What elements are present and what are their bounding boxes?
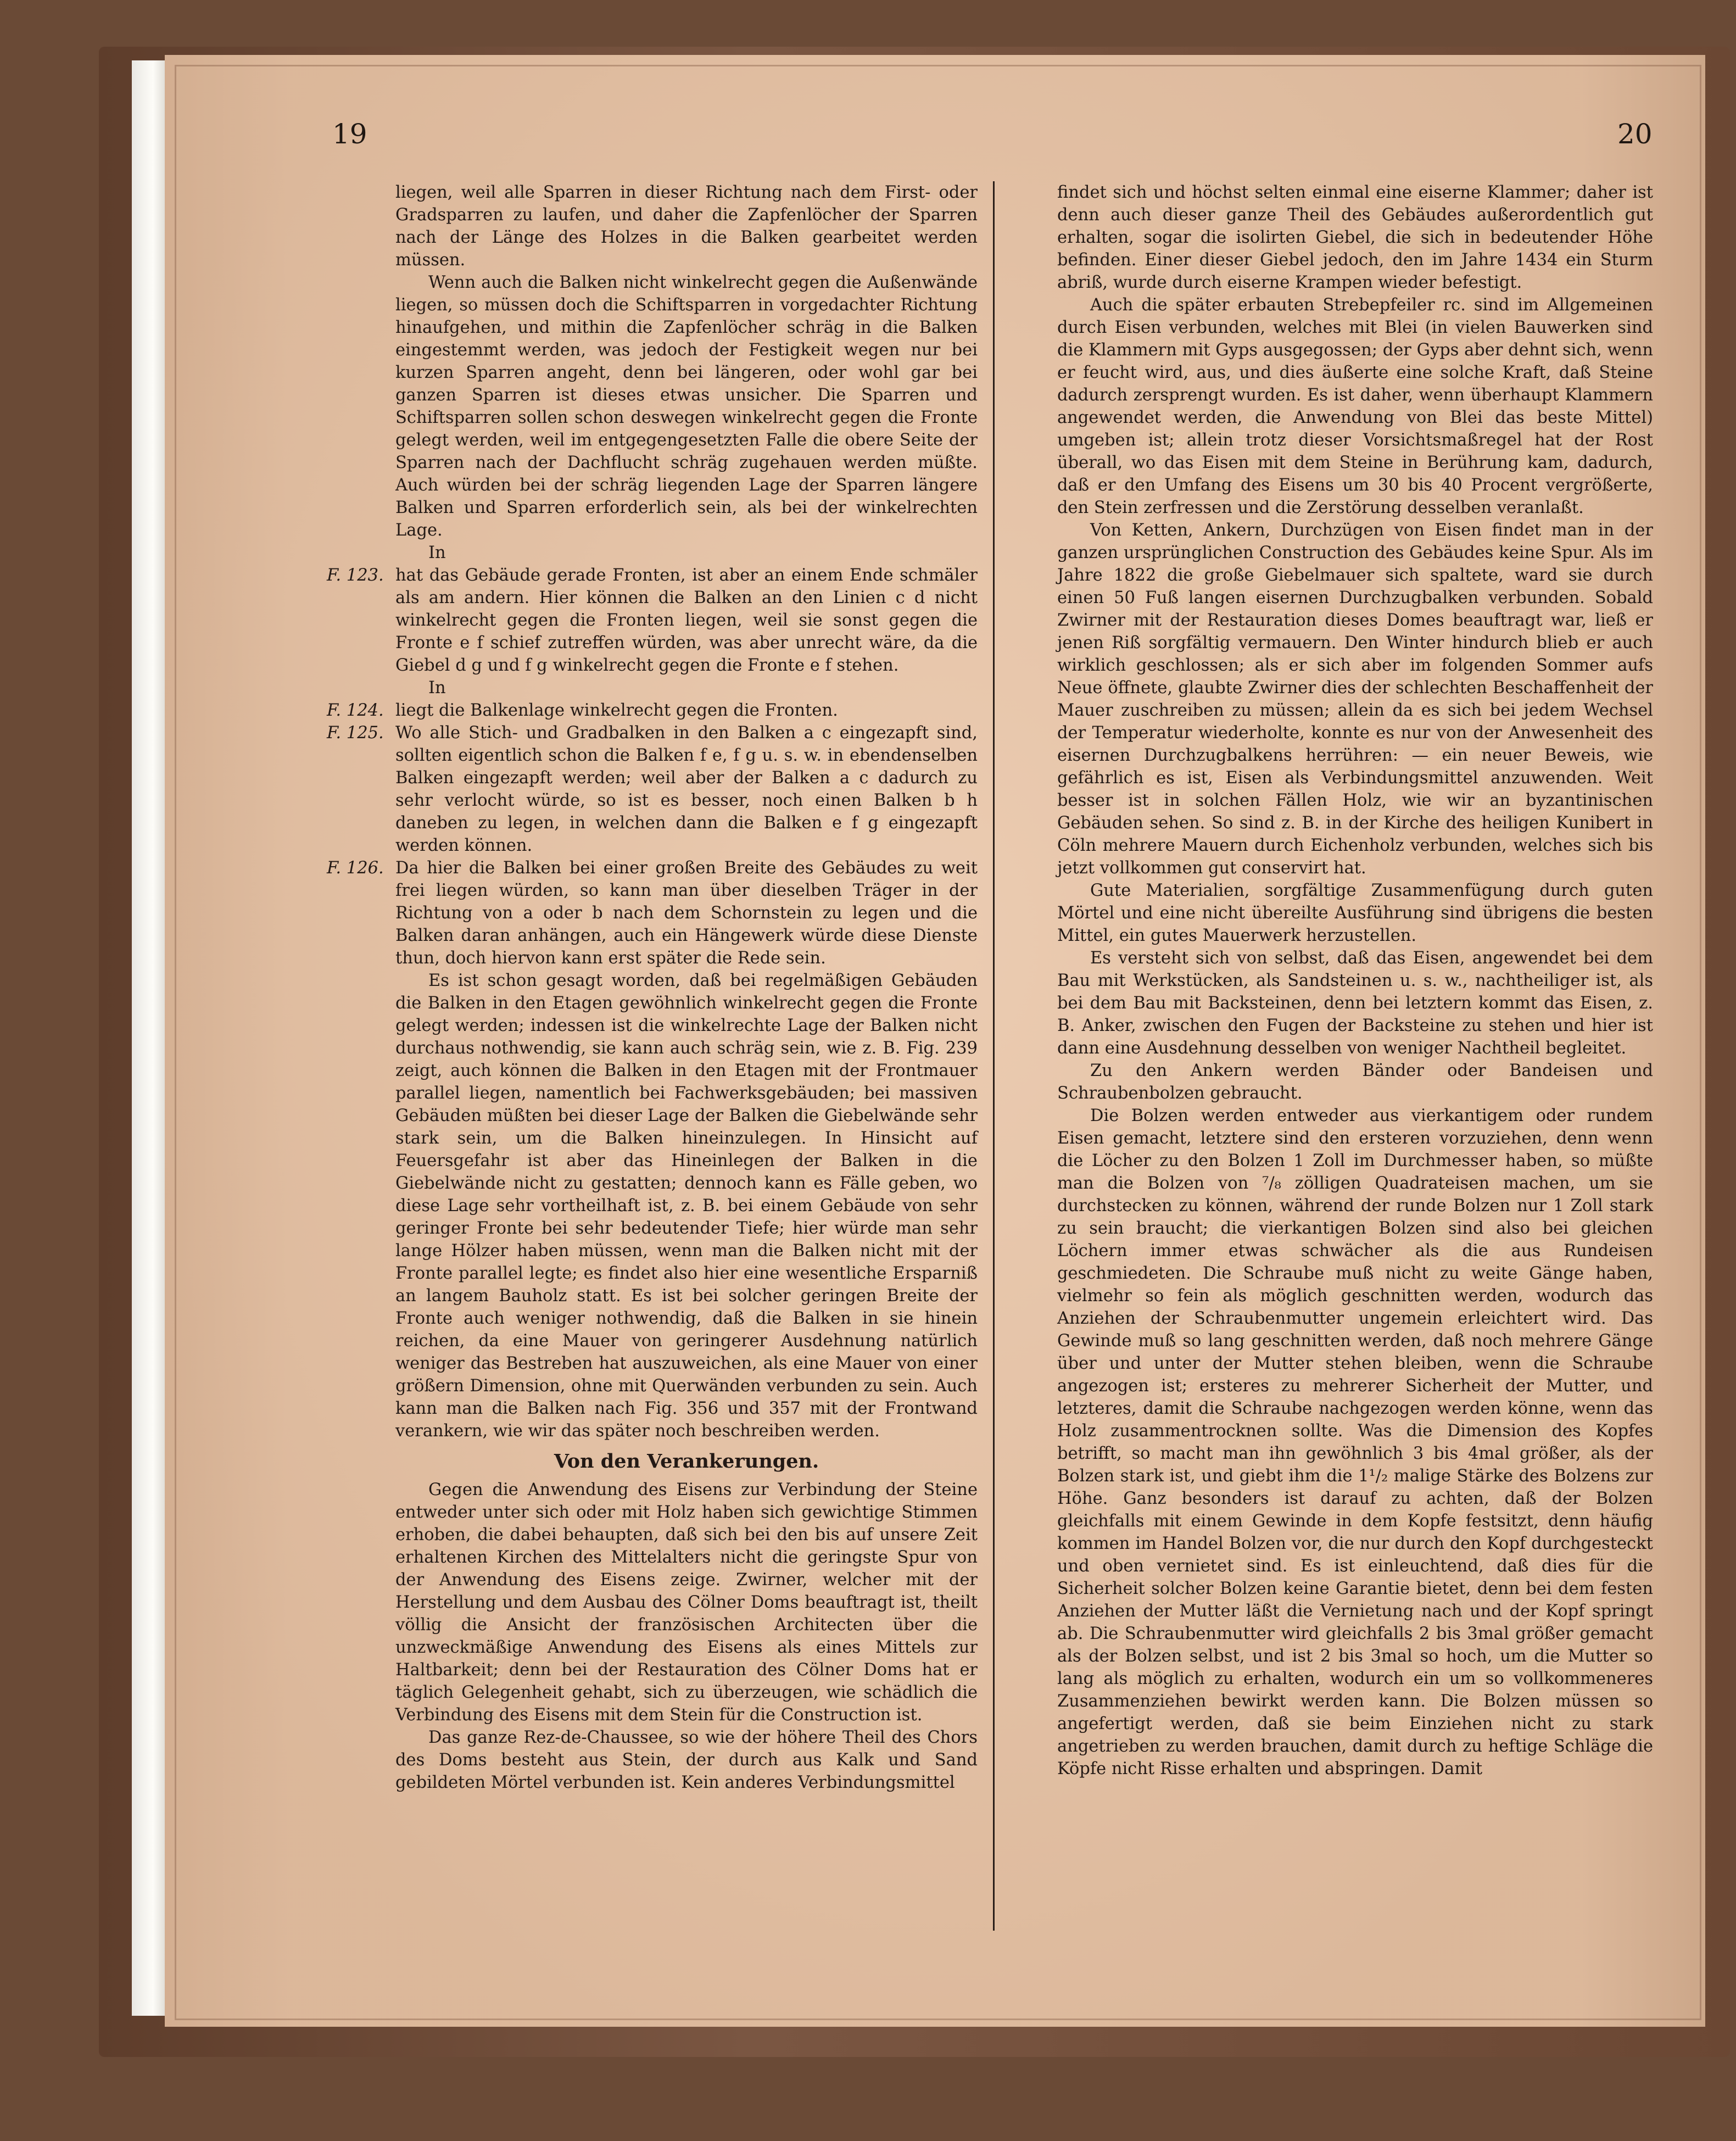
figure-label: F. 125.: [327, 723, 384, 743]
paragraph: Wo alle Stich- und Gradbalken in den Balken a c eingezapft sind, sollten eigentlich schon die Balken f e, f g u. s. w. in ebendenselben Balken eingezapft werden; weil aber der Balken a c dadurch zu sehr verlocht würde, so ist es besser, noch einen Balken b h daneben zu legen, in welchen dann die Balken e f g eingezapft werden können.: [395, 723, 978, 855]
paragraph-lead-word: In: [428, 678, 446, 698]
paragraph: Das ganze Rez-de-Chaussee, so wie der höhere Theil des Chors des Doms besteht aus Stein, der durch aus Kalk und Sand gebildeten Mörtel verbunden ist. Kein anderes Verbindungsmittel: [395, 1728, 978, 1792]
right-text-column: [1057, 181, 1653, 1780]
figure-paragraph-124: [327, 699, 978, 722]
paragraph: Auch die später erbauten Strebepfeiler rc. sind im Allgemeinen durch Eisen verbunden, welches mit Blei (in vielen Bauwerken sind die Klammern mit Gyps ausgegossen; der Gyps aber dehnt sich, wenn er feucht wird, aus, und dies äußerte eine solche Kraft, daß Steine dadurch zersprengt wurden. Es ist daher, wenn überhaupt Klammern angewendet werden, die Anwendung von Blei das beste Mittel) umgeben ist; allein trotz dieser Vorsichtsmaßregel hat der Rost überall, wo das Eisen mit dem Steine in Berührung kam, dadurch, daß er den Umfang des Eisens um 30 bis 40 Procent vergrößerte, den Stein zerfressen und die Zerstörung desselben veranlaßt.: [1057, 295, 1653, 517]
paragraph: Da hier die Balken bei einer großen Breite des Gebäudes zu weit frei liegen würden, so kann man über dieselben Träger in der Richtung von a oder b nach dem Schornstein zu legen und die Balken daran anhängen, auch ein Hängewerk würde diese Dienste thun, doch hiervon kann erst später die Rede sein.: [395, 858, 978, 968]
figure-paragraph-123: [327, 564, 978, 677]
paragraph: Es ist schon gesagt worden, daß bei regelmäßigen Gebäuden die Balken in den Etagen gewöhnlich winkelrecht gegen die Fronte gelegt werden; indessen ist die winkelrechte Lage der Balken nicht durchaus nothwendig, sie kann auch schräg sein, wie z. B. Fig. 239 zeigt, auch können die Balken in den Etagen mit der Frontmauer parallel liegen, namentlich bei Fachwerksgebäuden; bei massiven Gebäuden müßten bei dieser Lage der Balken die Giebelwände sehr stark sein, um die Balken hineinzulegen. In Hinsicht auf Feuersgefahr ist aber das Hineinlegen der Balken in die Giebelwände nicht zu gestatten; dennoch kann es Fälle geben, wo diese Lage sehr vortheilhaft ist, z. B. bei einem Gebäude von sehr geringer Fronte bei sehr bedeutender Tiefe; hier würde man sehr lange Hölzer haben müssen, wenn man die Balken nicht mit der Fronte parallel legte; es findet also hier eine wesentliche Ersparniß an langem Bauholz statt. Es ist bei solcher geringen Breite der Fronte auch weniger nothwendig, daß die Balken in sie hinein reichen, da eine Mauer von geringerer Ausdehnung natürlich weniger das Bestreben hat auszuweichen, als eine Mauer von einer größern Dimension, ohne mit Querwänden verbunden zu sein. Auch kann man die Balken nach Fig. 356 und 357 mit der Frontwand verankern, wie wir das später noch beschreiben werden.: [395, 971, 978, 1441]
page-number-right: 20: [1617, 118, 1653, 150]
paragraph: Die Bolzen werden entweder aus vierkantigem oder rundem Eisen gemacht, letztere sind den ersteren vorzuziehen, denn wenn die Löcher zu den Bolzen 1 Zoll im Durchmesser haben, so müßte man die Bolzen von ⁷/₈ zölligen Quadrateisen machen, um sie durchstecken zu können, während der runde Bolzen nur 1 Zoll stark zu sein braucht; die vierkantigen Bolzen sind also bei gleichen Löchern immer etwas schwächer als die aus Rundeisen geschmiedeten. Die Schraube muß nicht zu weite Gänge haben, vielmehr so fein als möglich geschnitten werden, wodurch das Anziehen der Schraubenmutter ungemein erleichtert wird. Das Gewinde muß so lang geschnitten werden, daß noch mehrere Gänge über und unter der Mutter stehen bleiben, wenn die Schraube angezogen ist; ersteres zu mehrerer Sicherheit der Mutter, und letzteres, damit die Schraube nachgezogen werden könne, wenn das Holz zusammentrocknen sollte. Was die Dimension des Kopfes betrifft, so macht man ihn gewöhnlich 3 bis 4mal größer, als der Bolzen stark ist, und giebt ihm die 1¹/₂ malige Stärke des Bolzens zur Höhe. Ganz besonders ist darauf zu achten, daß der Bolzen gleichfalls mit einem Gewinde in dem Kopfe festsitzt, denn häufig kommen im Handel Bolzen vor, die nur durch den Kopf durchgesteckt und oben vernietet sind. Es ist einleuchtend, daß dies für die Sicherheit solcher Bolzen keine Garantie bietet, denn bei dem festen Anziehen der Mutter läßt die Vernietung nach und der Kopf springt ab. Die Schraubenmutter wird gleichfalls 2 bis 3mal größer gemacht als der Bolzen selbst, und ist 2 bis 3mal so hoch, um die Mutter so lang als möglich zu erhalten, wodurch ein um so vollkommeneres Zusammenziehen bewirkt werden kann. Die Bolzen müssen so angefertigt werden, daß sie beim Einziehen nicht zu stark angetrieben zu werden brauchen, damit durch zu heftige Schläge die Köpfe nicht Risse erhalten und abspringen. Damit: [1057, 1106, 1653, 1778]
figure-label: F. 123.: [327, 566, 384, 585]
figure-label: F. 124.: [327, 701, 384, 720]
figure-paragraph-126: [327, 857, 978, 969]
paragraph: Von Ketten, Ankern, Durchzügen von Eisen findet man in der ganzen ursprünglichen Construction des Gebäudes keine Spur. Als im Jahre 1822 die große Giebelmauer sich spaltete, ward sie durch einen 50 Fuß langen eisernen Durchzugbalken verbunden. Sobald Zwirner mit der Restauration dieses Domes beauftragt war, ließ er jenen Riß sorgfältig vermauern. Den Winter hindurch blieb er auch wirklich geschlossen; als er sich aber im folgenden Sommer aufs Neue öffnete, glaubte Zwirner dies der schlechten Beschaffenheit der Mauer zuschreiben zu müssen; allein da es sich bei jedem Wechsel der Temperatur wiederholte, konnte es nur von der Anwesenheit des eisernen Durchzugbalkens herrühren: — ein neuer Beweis, wie gefährlich es ist, Eisen als Verbindungsmittel anzuwenden. Weit besser ist in solchen Fällen Holz, wie wir an byzantinischen Gebäuden sehen. So sind z. B. in der Kirche des heiligen Kunibert in Cöln mehrere Mauern durch Eichenholz verbunden, welches sich bis jetzt vollkommen gut conservirt hat.: [1057, 521, 1653, 878]
paragraph: findet sich und höchst selten einmal eine eiserne Klammer; daher ist denn auch dieser ganze Theil des Gebäudes außerordentlich gut erhalten, sogar die isolirten Giebel, die sich in bedeutender Höhe befinden. Einer dieser Giebel jedoch, den im Jahre 1434 ein Sturm abriß, wurde durch eiserne Krampen wieder befestigt.: [1057, 183, 1653, 292]
paragraph: liegt die Balkenlage winkelrecht gegen die Fronten.: [395, 701, 838, 720]
paragraph: Gute Materialien, sorgfältige Zusammenfügung durch guten Mörtel und eine nicht übereilte Ausführung sind übrigens die besten Mittel, ein gutes Mauerwerk herzustellen.: [1057, 881, 1653, 945]
paragraph: liegen, weil alle Sparren in dieser Richtung nach dem First- oder Gradsparren zu laufen, und daher die Zapfenlöcher der Sparren nach der Länge des Holzes in die Balken gearbeitet werden müssen.: [395, 183, 978, 270]
paragraph: Wenn auch die Balken nicht winkelrecht gegen die Außenwände liegen, so müssen doch die Schiftsparren in vorgedachter Richtung hinaufgehen, und mithin die Zapfenlöcher schräg in die Balken eingestemmt werden, was jedoch der Festigkeit wegen nur bei kurzen Sparren angeht, denn bei längeren, oder wohl gar bei ganzen Sparren ist dieses etwas unsicher. Die Sparren und Schiftsparren sollen schon deswegen winkelrecht gegen die Fronte gelegt werden, weil im entgegengesetzten Falle die obere Seite der Sparren nach der Dachflucht schräg zugehauen werden müßte. Auch würden bei der schräg liegenden Lage der Sparren längere Balken und Sparren erforderlich sein, als bei der winkelrechten Lage.: [395, 273, 978, 540]
paragraph-lead-word: In: [428, 543, 446, 562]
section-heading: Von den Verankerungen.: [554, 1450, 819, 1473]
figure-label: F. 126.: [327, 858, 384, 878]
paragraph: Gegen die Anwendung des Eisens zur Verbindung der Steine entweder unter sich oder mit Holz haben sich gewichtige Stimmen erhoben, die dabei behaupten, daß sich bei den bis auf unsere Zeit erhaltenen Kirchen des Mittelalters nicht die geringste Spur von der Anwendung des Eisens zeige. Zwirner, welcher mit der Herstellung und dem Ausbau des Cölner Doms beauftragt ist, theilt völlig die Ansicht der französischen Architecten über die unzweckmäßige Anwendung des Eisens als eines Mittels zur Haltbarkeit; denn bei der Restauration des Cölner Doms hat er täglich Gelegenheit gehabt, sich zu überzeugen, wie schädlich die Verbindung des Eisens mit dem Stein für die Construction ist.: [395, 1480, 978, 1725]
paragraph: Es versteht sich von selbst, daß das Eisen, angewendet bei dem Bau mit Werkstücken, als Sandsteinen u. s. w., nachtheiliger ist, als bei dem Bau mit Backsteinen, denn bei letztern kommt das Eisen, z. B. Anker, zwischen den Fugen der Backsteine zu stehen und hier ist dann eine Ausdehnung desselben von weniger Nachtheil begleitet.: [1057, 949, 1653, 1058]
left-text-column: [327, 181, 978, 1794]
figure-paragraph-125: [327, 722, 978, 857]
paragraph: Zu den Ankern werden Bänder oder Bandeisen und Schraubenbolzen gebraucht.: [1057, 1061, 1653, 1103]
column-divider: [993, 181, 995, 1931]
paragraph: hat das Gebäude gerade Fronten, ist aber an einem Ende schmäler als am andern. Hier können die Balken an den Linien c d nicht winkelrecht gegen die Fronten liegen, weil sie sonst gegen die Fronte e f schief zutreffen würden, was aber unrecht wäre, da die Giebel d g und f g winkelrecht gegen die Fronte e f stehen.: [395, 566, 978, 675]
page-number-left: 19: [332, 118, 367, 150]
